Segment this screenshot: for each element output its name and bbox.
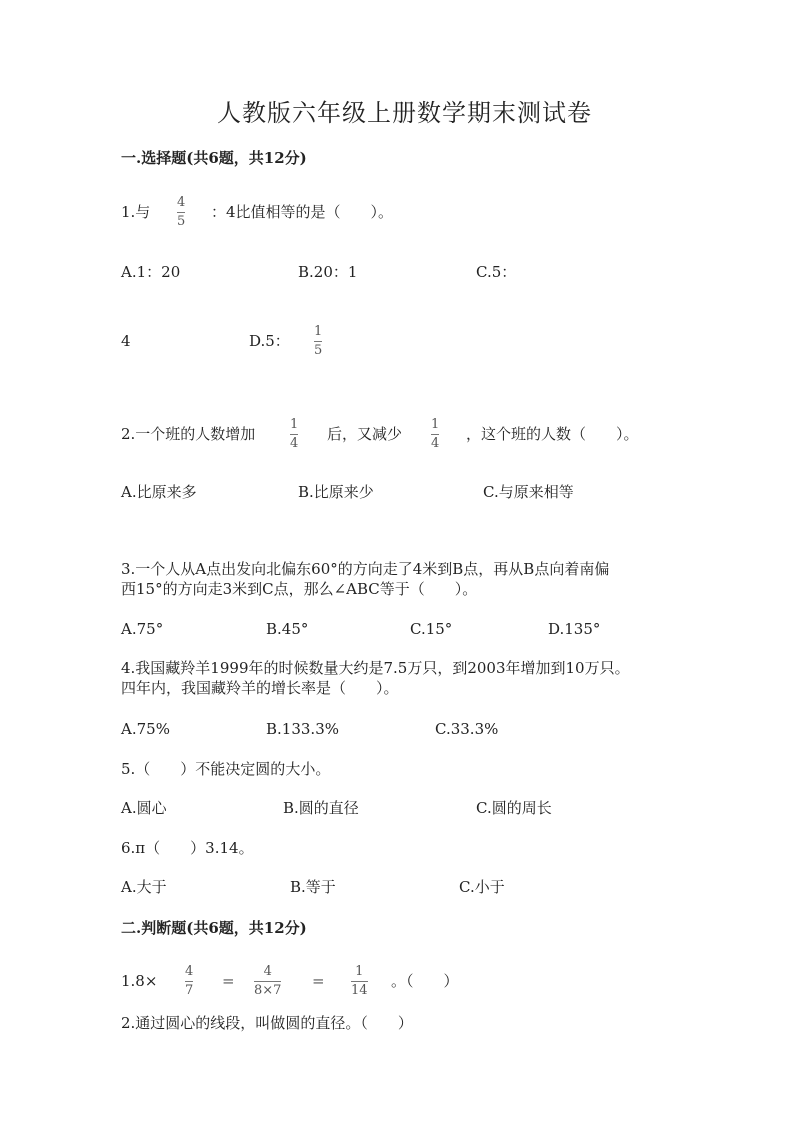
q5-option-c: C.圆的周长	[476, 799, 552, 817]
q4-line1: 4.我国藏羚羊1999年的时候数量大约是7.5万只，到2003年增加到10万只。	[121, 659, 630, 677]
q4-option-c: C.33.3%	[435, 720, 499, 738]
s2-q1-suffix: 。（ ）	[391, 972, 459, 990]
s2-q1-fraction-3-numerator: 1	[355, 964, 364, 979]
s2-q1-fraction-1-denominator: 7	[185, 983, 194, 998]
fraction-bar	[185, 981, 193, 982]
q6-text: 6.π（ ）3.14。	[121, 839, 254, 857]
q2-option-b: B.比原来少	[298, 483, 374, 501]
s2-q1-equals-1: =	[222, 972, 235, 990]
q3-option-d: D.135°	[548, 620, 601, 638]
q1-option-b: B.20：1	[298, 263, 358, 281]
fraction-bar	[177, 212, 185, 213]
s2-q2-text: 2.通过圆心的线段，叫做圆的直径。（ ）	[121, 1014, 413, 1032]
section1-heading: 一.选择题(共6题，共12分)	[121, 149, 307, 167]
q4-option-b: B.133.3%	[266, 720, 339, 738]
q5-option-b: B.圆的直径	[283, 799, 359, 817]
q3-option-b: B.45°	[266, 620, 309, 638]
q1-option-d: D.5：	[249, 332, 290, 350]
q2-suffix: ，这个班的人数（ ）。	[466, 425, 639, 443]
q3-line1: 3.一个人从A点出发向北偏东60°的方向走了4米到B点，再从B点向着南偏	[121, 560, 610, 578]
q6-option-a: A.大于	[121, 878, 167, 896]
fraction-bar	[351, 981, 368, 982]
q1-option-d-denominator: 5	[314, 343, 323, 358]
q2-fraction-1-numerator: 1	[290, 417, 299, 432]
fraction-bar	[254, 981, 281, 982]
q2-option-c: C.与原来相等	[483, 483, 574, 501]
s2-q1-fraction-2	[254, 965, 281, 998]
q2-fraction-2-numerator: 1	[431, 417, 440, 432]
q4-line2: 四年内，我国藏羚羊的增长率是（ ）。	[121, 679, 399, 697]
section2-heading: 二.判断题(共6题，共12分)	[121, 919, 307, 937]
q2-fraction-2-denominator: 4	[431, 436, 440, 451]
q6-option-c: C.小于	[459, 878, 505, 896]
q4-option-a: A.75%	[121, 720, 170, 738]
q1-option-d-fraction	[314, 325, 322, 358]
s2-q1-prefix: 1.8×	[121, 972, 158, 990]
s2-q1-fraction-3	[351, 965, 368, 998]
q1-option-a: A.1：20	[121, 263, 181, 281]
q5-text: 5.（ ）不能决定圆的大小。	[121, 760, 331, 778]
q3-line2: 西15°的方向走3米到C点，那么∠ABC等于（ ）。	[121, 580, 478, 598]
q5-option-a: A.圆心	[121, 799, 167, 817]
q1-prefix: 1.与	[121, 203, 151, 221]
s2-q1-fraction-1-numerator: 4	[185, 964, 194, 979]
q3-option-a: A.75°	[121, 620, 164, 638]
q1-fraction-numerator: 4	[177, 195, 186, 210]
q1-option-c-wrap: 4	[121, 332, 131, 350]
s2-q1-fraction-1	[185, 965, 193, 998]
q2-mid: 后，又减少	[327, 425, 403, 443]
q2-fraction-1-denominator: 4	[290, 436, 299, 451]
s2-q1-equals-2: =	[312, 972, 325, 990]
q2-prefix: 2.一个班的人数增加	[121, 425, 256, 443]
q1-option-d-numerator: 1	[314, 324, 323, 339]
s2-q1-fraction-2-numerator: 4	[263, 964, 272, 979]
page-title: 人教版六年级上册数学期末测试卷	[217, 99, 592, 127]
q2-fraction-1	[290, 418, 298, 451]
fraction-bar	[431, 434, 439, 435]
q3-option-c: C.15°	[410, 620, 453, 638]
q1-suffix: ：4比值相等的是（ ）。	[211, 203, 394, 221]
q2-option-a: A.比原来多	[121, 483, 197, 501]
q1-option-c: C.5：	[476, 263, 517, 281]
s2-q1-fraction-3-denominator: 14	[351, 983, 368, 998]
q2-fraction-2	[431, 418, 439, 451]
q6-option-b: B.等于	[290, 878, 336, 896]
q1-fraction	[177, 196, 185, 229]
s2-q1-fraction-2-denominator: 8×7	[254, 983, 282, 998]
fraction-bar	[314, 341, 322, 342]
q1-fraction-denominator: 5	[177, 214, 186, 229]
fraction-bar	[290, 434, 298, 435]
